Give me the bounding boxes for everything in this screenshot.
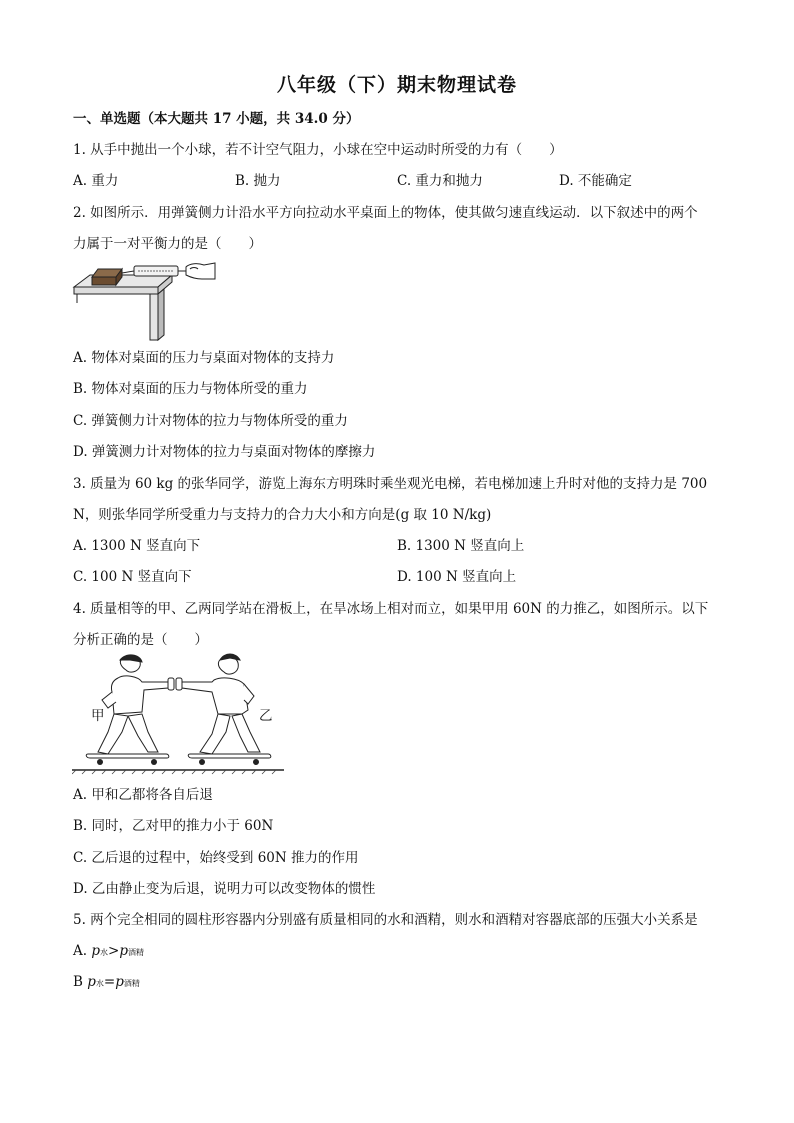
equals-sign: = [103,974,116,990]
subscript-water: 水 [95,979,104,988]
q2-option-d[interactable]: D. 弹簧测力计对物体的拉力与桌面对物体的摩擦力 [73,444,376,460]
q5-option-b[interactable] [73,973,140,993]
spring-scale-figure [72,255,217,343]
q1-option-c[interactable]: C. 重力和抛力 [397,173,483,189]
page-title: 八年级（下）期末物理试卷 [276,74,517,96]
q2-stem-line2: 力属于一对平衡力的是（ ） [73,236,262,252]
q1-option-d[interactable]: D. 不能确定 [559,173,632,189]
subscript-water: 水 [100,948,108,957]
symbol-p: p [91,943,100,959]
q5-stem: 5. 两个完全相同的圆柱形容器内分别盛有质量相同的水和酒精，则水和酒精对容器底部的压强大小关系是 [73,912,698,928]
greater-than-sign: > [108,943,120,959]
symbol-p: p [119,943,128,959]
section-heading: 一、单选题（本大题共 17 小题，共 34.0 分） [73,111,360,127]
q1-option-b[interactable]: B. 抛力 [235,173,281,189]
q1-stem: 1. 从手中抛出一个小球，若不计空气阻力，小球在空中运动时所受的力有（ ） [73,142,563,158]
q1-option-a[interactable]: A. 重力 [73,173,119,189]
q5-option-a-prefix: A. [73,943,92,959]
q4-stem-line1: 4. 质量相等的甲、乙两同学站在滑板上，在旱冰场上相对而立，如果甲用 60N 的力推乙，如图所示。以下 [73,601,709,617]
q3-option-b[interactable]: B. 1300 N 竖直向上 [397,538,525,554]
q3-stem-line1: 3. 质量为 60 kg 的张华同学，游览上海东方明珠时乘坐观光电梯，若电梯加速上升时对他的支持力是 700 [73,476,708,492]
q3-option-c[interactable]: C. 100 N 竖直向下 [73,569,192,585]
q4-option-d[interactable]: D. 乙由静止变为后退，说明力可以改变物体的惯性 [73,881,376,897]
symbol-p: p [87,974,96,990]
symbol-p: p [115,974,124,990]
q2-option-a[interactable]: A. 物体对桌面的压力与桌面对物体的支持力 [73,350,335,366]
q2-option-b[interactable]: B. 物体对桌面的压力与物体所受的重力 [73,381,308,397]
figure-label-yi: 乙 [259,708,273,724]
q4-stem-line2: 分析正确的是（ ） [73,632,208,648]
q3-stem-line2: N，则张华同学所受重力与支持力的合力大小和方向是(g 取 10 N/kg) [73,507,492,523]
subscript-alcohol: 酒精 [123,979,140,988]
q2-option-c[interactable]: C. 弹簧侧力计对物体的拉力与物体所受的重力 [73,413,348,429]
q4-option-b[interactable]: B. 同时，乙对甲的推力小于 60N [73,818,274,834]
q5-option-b-prefix: B [73,974,88,990]
q3-option-a[interactable]: A. 1300 N 竖直向下 [73,538,201,554]
q2-stem-line1: 2. 如图所示．用弹簧侧力计沿水平方向拉动水平桌面上的物体，使其做匀速直线运动．以下叙述中的两个 [73,205,698,221]
q3-option-d[interactable]: D. 100 N 竖直向上 [397,569,517,585]
q4-option-c[interactable]: C. 乙后退的过程中，始终受到 60N 推力的作用 [73,850,359,866]
subscript-alcohol: 酒精 [127,948,144,957]
q5-option-a[interactable] [73,942,144,962]
q4-option-a[interactable]: A. 甲和乙都将各自后退 [73,787,213,803]
figure-label-jia: 甲 [91,708,105,724]
